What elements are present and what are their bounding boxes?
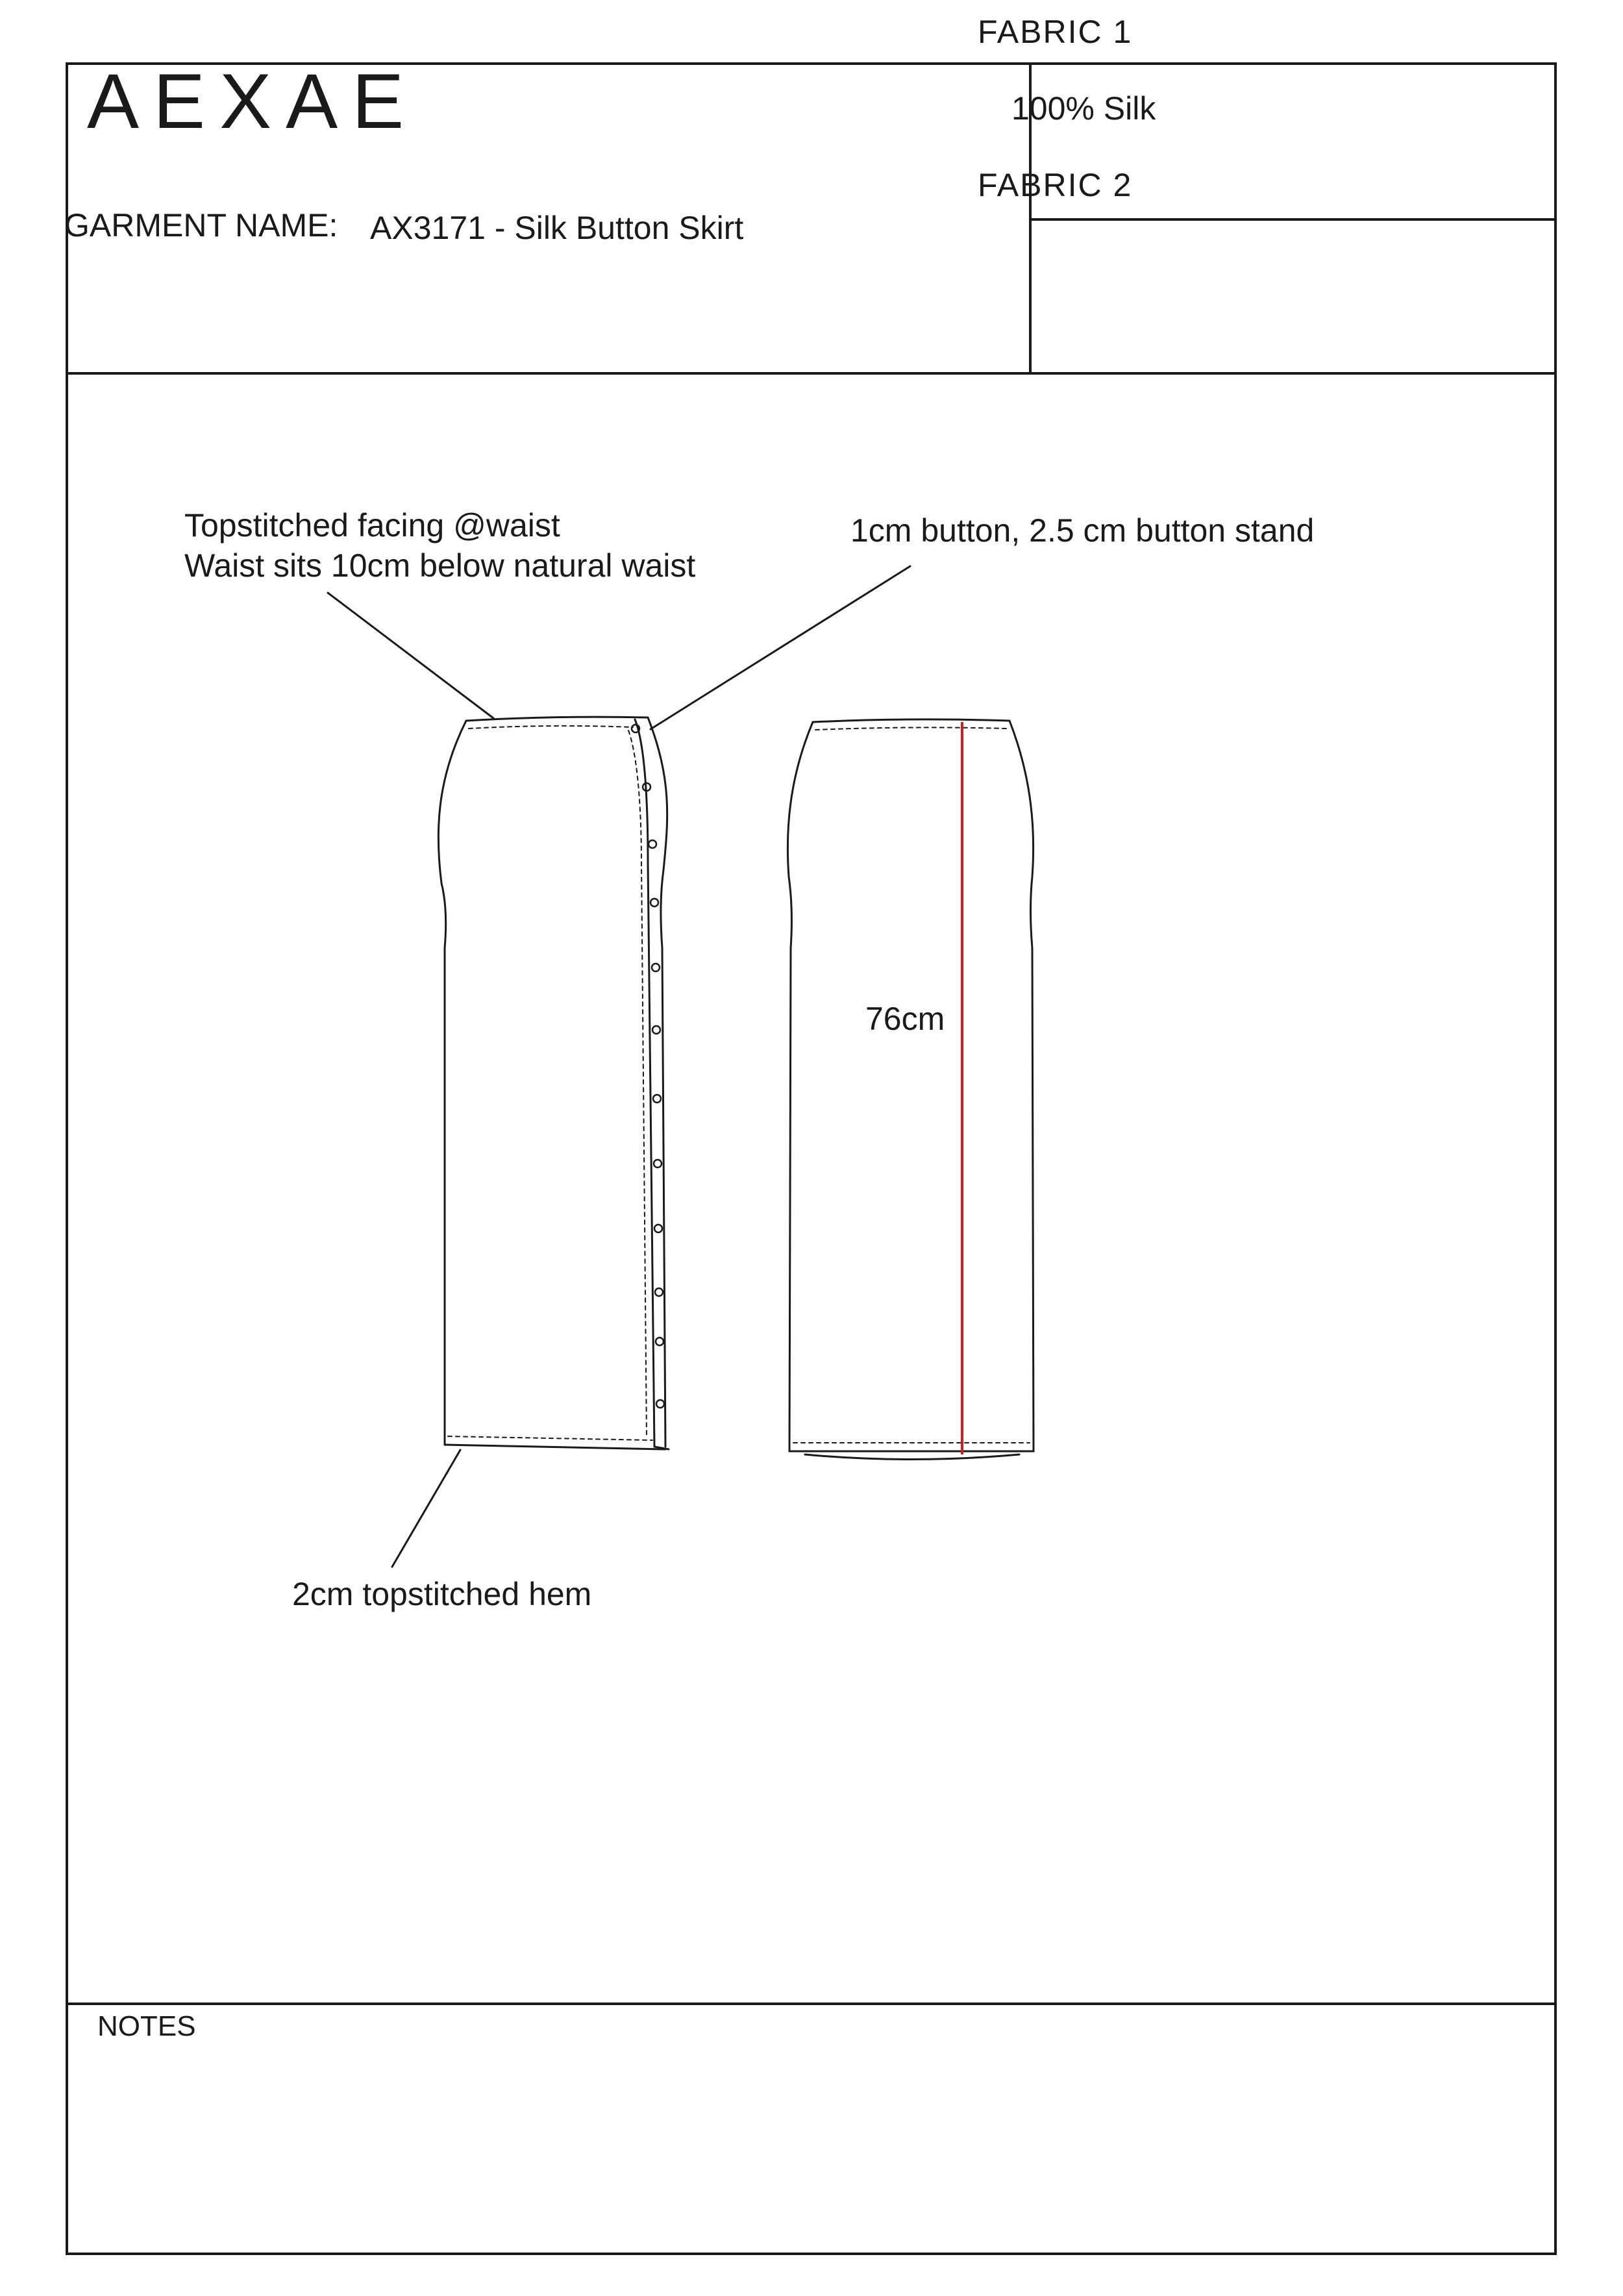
hem-leader-line xyxy=(392,1450,460,1567)
skirt-back-view xyxy=(787,719,1034,1460)
fabric-1-label: FABRIC 1 xyxy=(978,14,1133,50)
length-measure-label: 76cm xyxy=(865,1001,945,1037)
garment-name-value: AX3171 - Silk Button Skirt xyxy=(370,210,744,246)
button-leader-line xyxy=(650,566,910,729)
brand-logo: AEXAE xyxy=(87,58,419,145)
fabric-2-label: FABRIC 2 xyxy=(978,167,1133,203)
skirt-front-view xyxy=(438,717,669,1449)
button-callout: 1cm button, 2.5 cm button stand xyxy=(850,512,1315,549)
waist-leader-line xyxy=(328,593,493,718)
waist-callout xyxy=(184,505,695,586)
notes-label: NOTES xyxy=(97,2010,196,2042)
fabric-1-value: 100% Silk xyxy=(1011,90,1156,127)
garment-name-label: GARMENT NAME: xyxy=(64,207,338,243)
waist-callout-line-1: Topstitched facing @waist xyxy=(184,507,560,543)
hem-callout: 2cm topstitched hem xyxy=(292,1576,592,1612)
waist-callout-line-2: Waist sits 10cm below natural waist xyxy=(184,547,696,584)
